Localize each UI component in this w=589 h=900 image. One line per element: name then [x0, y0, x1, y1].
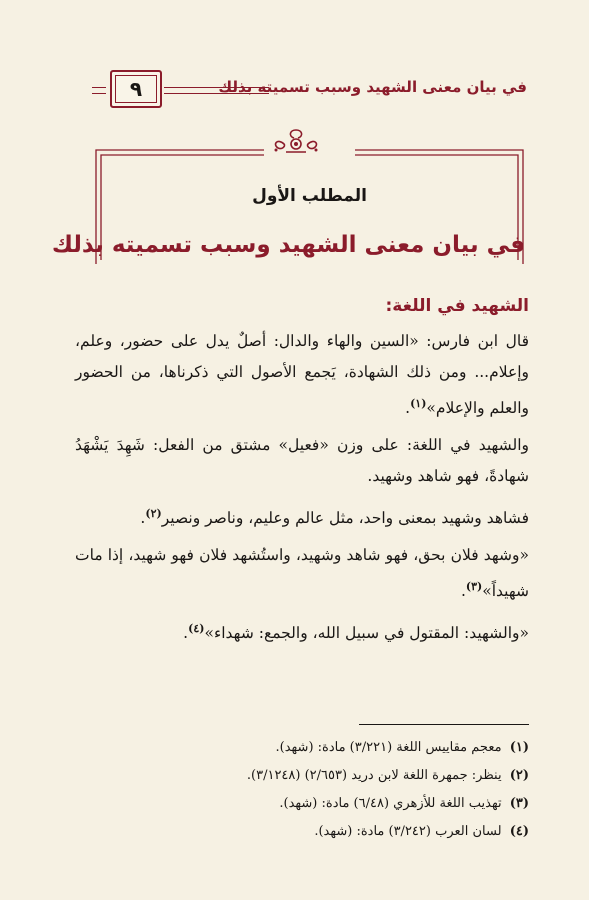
footnote-text: تهذيب اللغة للأزهري (٦/٤٨) مادة: (شهد).	[279, 796, 502, 811]
paragraph: «والشهيد: المقتول في سبيل الله، والجمع: شهداء»$^{(٤)}$.	[183, 622, 529, 643]
subheading: الشهيد في اللغة:	[385, 296, 529, 316]
section-title: في بيان معنى الشهيد وسبب تسميته بذلك	[51, 232, 525, 258]
footnote-marker: (٣)	[465, 580, 483, 594]
paragraph-text: «والشهيد: المقتول في سبيل الله، والجمع: شهداء»	[204, 624, 529, 643]
header-rule	[164, 87, 269, 88]
running-title: في بيان معنى الشهيد وسبب تسميته بذلك	[218, 78, 527, 96]
header-rule	[164, 93, 269, 94]
footnotes	[75, 734, 529, 846]
paragraph: «وشهد فلان بحق، فهو شاهد وشهيد، واستُشهد فلان فهو شهيد، إذا مات شهيداً»$^{(٣)}$.	[75, 546, 529, 601]
paragraph-text: والشهيد في اللغة: على وزن «فعيل» مشتق من الفعل: شَهِدَ يَشْهَدُ شهادةً، فهو شاهد وشهيد.	[75, 436, 529, 486]
paragraph	[75, 430, 529, 492]
footnote	[75, 762, 529, 790]
page-number: ٩	[110, 70, 162, 108]
paragraph-text: فشاهد وشهيد بمعنى واحد، مثل عالم وعليم، وناصر ونصير	[161, 509, 529, 528]
paragraph: قال ابن فارس: «السين والهاء والدال: أصلٌ يدل على حضور، وعلم، وإعلام... ومن ذلك الشهادة، يَجمع الأصول التي ذكرناها، من الحضور والعلم والإعلام»$^{(١)}$.	[75, 332, 529, 418]
footnote-text: لسان العرب (٣/٢٤٢) مادة: (شهد).	[314, 824, 502, 839]
paragraph: فشاهد وشهيد بمعنى واحد، مثل عالم وعليم، وناصر ونصير$^{(٢)}$.	[140, 507, 529, 528]
footnote-marker: (٢)	[145, 507, 162, 521]
footnote-number: (٣)	[509, 796, 529, 811]
footnote-number: (١)	[509, 740, 529, 755]
footnote	[75, 790, 529, 818]
running-header	[92, 78, 527, 102]
footnote-text: ينظر: جمهرة اللغة لابن دريد (٢/٦٥٣) (٣/١٢٤٨).	[246, 768, 502, 783]
header-rule	[92, 93, 106, 94]
paragraph-text: «وشهد فلان بحق، فهو شاهد وشهيد، واستُشهد فلان فهو شهيد، إذا مات شهيداً»	[75, 546, 529, 601]
header-rule	[92, 87, 106, 88]
section-label: المطلب الأول	[252, 186, 367, 206]
footnote-rule	[359, 724, 529, 725]
footnote-marker: (٤)	[188, 622, 205, 636]
chapter-title-frame	[51, 144, 525, 284]
footnote-number: (٢)	[509, 768, 529, 783]
footnote-text: معجم مقاييس اللغة (٣/٢٢١) مادة: (شهد).	[275, 740, 502, 755]
frame-border	[51, 144, 525, 284]
footnote-number: (٤)	[509, 824, 529, 839]
footnote-marker: (١)	[410, 397, 427, 410]
main-text	[75, 296, 529, 656]
footnote	[75, 734, 529, 762]
footnote	[75, 818, 529, 846]
paragraph-text: قال ابن فارس: «السين والهاء والدال: أصلٌ يدل على حضور، وعلم، وإعلام... ومن ذلك الشهادة، يَجمع الأصول التي ذكرناها، من الحضور والعلم والإعلام»	[75, 332, 529, 418]
